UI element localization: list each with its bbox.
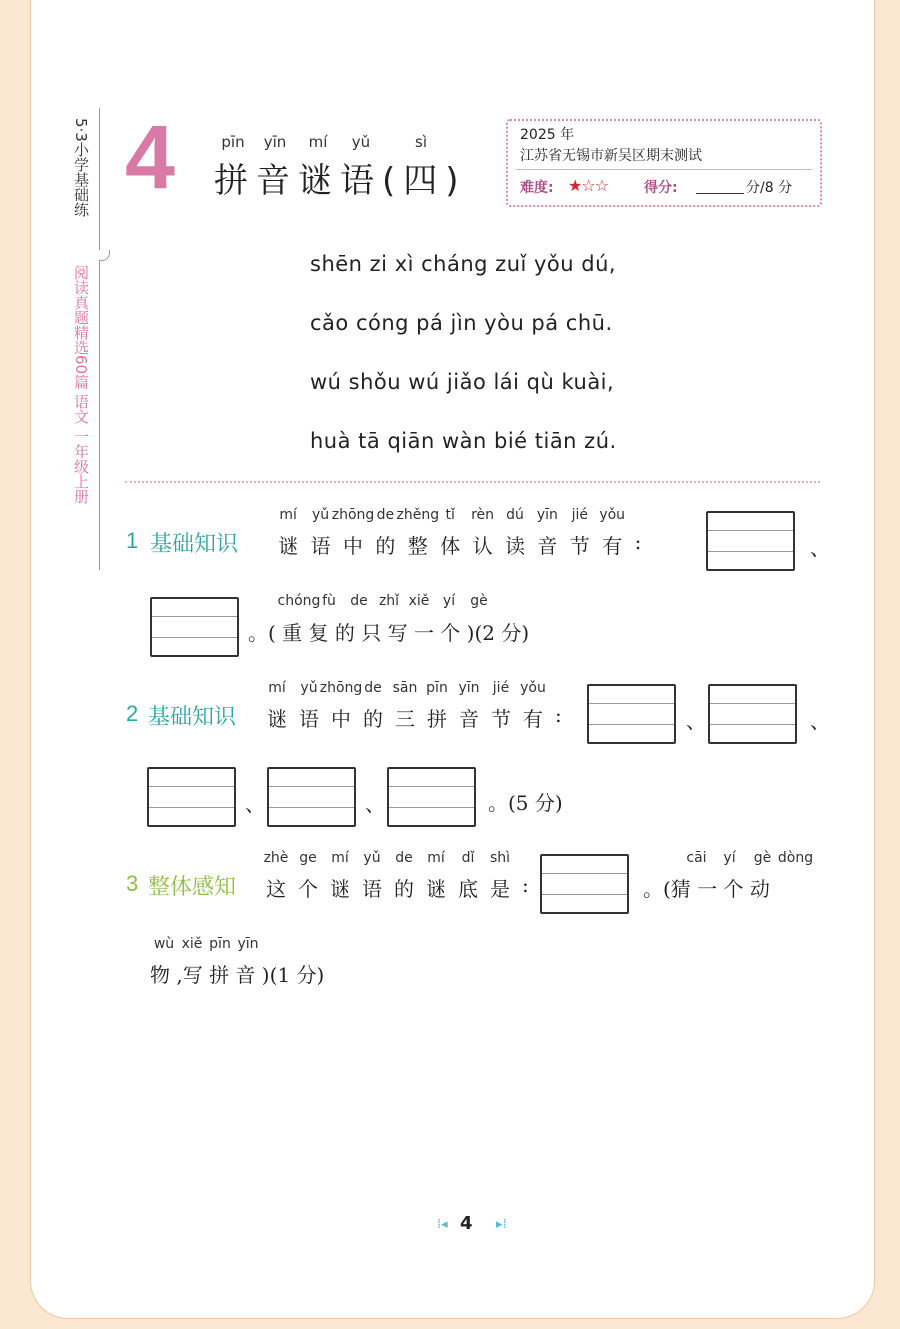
pinyin-syllable: mí: [268, 680, 286, 696]
exam-year: 2025 年: [520, 127, 575, 143]
hanzi-char: 谜: [426, 877, 446, 901]
title-pinyin: yǔ: [351, 133, 371, 151]
hanzi-char: 的: [363, 707, 383, 731]
pinyin-syllable: dú: [506, 507, 524, 523]
hanzi-char: 语: [299, 707, 319, 731]
pinyin-syllable: yīn: [237, 936, 259, 952]
pinyin-syllable: yí: [442, 593, 456, 609]
section-divider: [125, 481, 820, 483]
pinyin-syllable: zhōng: [331, 507, 375, 523]
lesson-number: 4: [125, 108, 176, 208]
pinyin-syllable: xiě: [408, 593, 430, 609]
hanzi-char: 中: [331, 707, 351, 731]
score-blank[interactable]: [696, 193, 744, 194]
series-title: 5·3小学基础练: [72, 118, 90, 217]
answer-box[interactable]: [267, 767, 356, 827]
pinyin-syllable: pīn: [209, 936, 231, 952]
hanzi-char: 是: [490, 877, 510, 901]
hanzi-char: 音: [459, 707, 479, 731]
pinyin-syllable: yīn: [536, 507, 558, 523]
hanzi-char: 有: [523, 707, 543, 731]
pinyin-syllable: yǔ: [312, 507, 330, 523]
separator: 、: [686, 709, 706, 733]
hanzi-char: 谜: [267, 707, 287, 731]
question-label: 基础知识: [150, 532, 239, 557]
pinyin-syllable: dǐ: [461, 850, 475, 866]
pinyin-syllable: de: [350, 593, 368, 609]
score-label: 得分:: [644, 180, 678, 196]
page-number: 4: [460, 1213, 473, 1234]
hanzi-char: 三: [395, 707, 415, 731]
hanzi-char: 语: [310, 534, 331, 558]
poem-line: shēn zi xì cháng zuǐ yǒu dú,: [310, 252, 617, 276]
pinyin-syllable: gè: [470, 593, 488, 609]
answer-box[interactable]: [387, 767, 476, 827]
hanzi-char: 有: [602, 534, 623, 558]
page-deco-left-icon: ⁞◂: [437, 1217, 448, 1232]
star-filled-icon: ★: [568, 176, 582, 195]
pinyin-syllable: yǔ: [363, 850, 381, 866]
hanzi-char: 底: [458, 877, 478, 901]
hanzi-char: 的: [394, 877, 414, 901]
pinyin-syllable: yǒu: [599, 507, 626, 523]
hanzi-char: 谜: [278, 534, 299, 558]
pinyin-syllable: zhōng: [319, 680, 363, 696]
page-deco-right-icon: ▸⁞: [496, 1217, 507, 1232]
answer-box[interactable]: [706, 511, 795, 571]
hanzi-char: 拼: [427, 707, 447, 731]
hanzi-char: 节: [491, 707, 511, 731]
hanzi-char: 谜: [330, 877, 350, 901]
answer-box[interactable]: [147, 767, 236, 827]
separator: 、: [810, 709, 830, 733]
poem-line: cǎo cóng pá jìn yòu pá chū.: [310, 311, 613, 335]
pinyin-syllable: dòng: [777, 850, 814, 866]
pinyin-syllable: yīn: [458, 680, 480, 696]
pinyin-syllable: shì: [489, 850, 511, 866]
question-1-note: 。( 重 复 的 只 写 一 个 )(2 分): [248, 621, 530, 645]
pinyin-syllable: tǐ: [445, 507, 455, 523]
pinyin-syllable: de: [395, 850, 413, 866]
question-number: 3: [126, 871, 139, 896]
pinyin-syllable: sān: [392, 680, 418, 696]
hanzi-char: 体: [440, 534, 461, 558]
pinyin-syllable: jié: [492, 680, 510, 696]
sidebar-divider: [99, 108, 100, 250]
answer-box[interactable]: [150, 597, 239, 657]
pinyin-syllable: yí: [723, 850, 736, 866]
lesson-title: 拼音谜语(四): [214, 161, 467, 201]
info-divider: [516, 169, 812, 170]
sidebar-divider-lower: [99, 260, 100, 570]
separator: 、: [365, 792, 385, 816]
pinyin-syllable: de: [364, 680, 382, 696]
star-empty-icon: ☆: [581, 176, 595, 195]
pinyin-syllable: zhè: [263, 850, 289, 866]
question-number: 1: [126, 528, 139, 553]
pinyin-syllable: ge: [299, 850, 317, 866]
pinyin-syllable: xiě: [181, 936, 203, 952]
hanzi-char: 节: [569, 534, 590, 558]
answer-box[interactable]: [587, 684, 676, 744]
pinyin-syllable: wù: [153, 936, 175, 952]
answer-box[interactable]: [540, 854, 629, 914]
hanzi-char: 音: [537, 534, 558, 558]
hanzi-char: 个: [298, 877, 318, 901]
score-total: 分/8 分: [746, 180, 793, 196]
hanzi-char: 中: [343, 534, 363, 558]
hanzi-char: 的: [375, 534, 396, 558]
hanzi-char: 认: [472, 534, 493, 558]
title-pinyin: sì: [415, 133, 427, 151]
pinyin-syllable: de: [376, 507, 395, 523]
question-3-tail: 。(猜 一 个 动: [643, 877, 770, 901]
pinyin-syllable: mí: [331, 850, 349, 866]
hanzi-char: :: [634, 530, 642, 554]
pinyin-syllable: fù: [322, 593, 336, 609]
pinyin-syllable: pīn: [426, 680, 448, 696]
pinyin-syllable: chóng: [277, 593, 321, 609]
hanzi-char: 语: [362, 877, 382, 901]
title-pinyin: yīn: [263, 133, 287, 151]
poem-line: huà tā qiān wàn bié tiān zú.: [310, 429, 617, 453]
book-title: 阅读真题精选60篇 语文 一年级上册: [72, 265, 90, 504]
question-3-line2: 物 ,写 拼 音 )(1 分): [150, 963, 325, 987]
pinyin-syllable: yǒu: [520, 680, 546, 696]
exam-source: 江苏省无锡市新吴区期末测试: [520, 148, 702, 164]
pinyin-syllable: rèn: [471, 507, 495, 523]
question-number: 2: [126, 701, 139, 726]
pinyin-syllable: mí: [279, 507, 297, 523]
pinyin-syllable: gè: [753, 850, 772, 866]
pinyin-syllable: jié: [571, 507, 588, 523]
title-pinyin: mí: [308, 133, 328, 151]
question-2-end: 。(5 分): [488, 791, 563, 815]
hanzi-char: 读: [505, 534, 525, 558]
star-empty-icon: ☆: [594, 176, 609, 195]
hanzi-char: :: [522, 873, 529, 897]
difficulty-label: 难度:: [520, 180, 554, 196]
title-pinyin: pīn: [221, 133, 245, 151]
separator: 、: [245, 792, 265, 816]
hanzi-char: 整: [407, 534, 428, 558]
difficulty-stars: [568, 176, 608, 195]
pinyin-syllable: cāi: [686, 850, 707, 866]
poem-line: wú shǒu wú jiǎo lái qù kuài,: [310, 370, 615, 394]
separator: 、: [810, 536, 830, 560]
pinyin-syllable: yǔ: [300, 680, 318, 696]
exam-info-box: [506, 119, 822, 207]
pinyin-syllable: zhěng: [396, 507, 440, 523]
hanzi-char: :: [555, 703, 562, 727]
hanzi-char: 这: [266, 877, 286, 901]
pinyin-syllable: zhǐ: [378, 593, 400, 609]
answer-box[interactable]: [708, 684, 797, 744]
question-label: 整体感知: [148, 875, 237, 900]
question-label: 基础知识: [148, 705, 237, 730]
pinyin-syllable: mí: [427, 850, 445, 866]
